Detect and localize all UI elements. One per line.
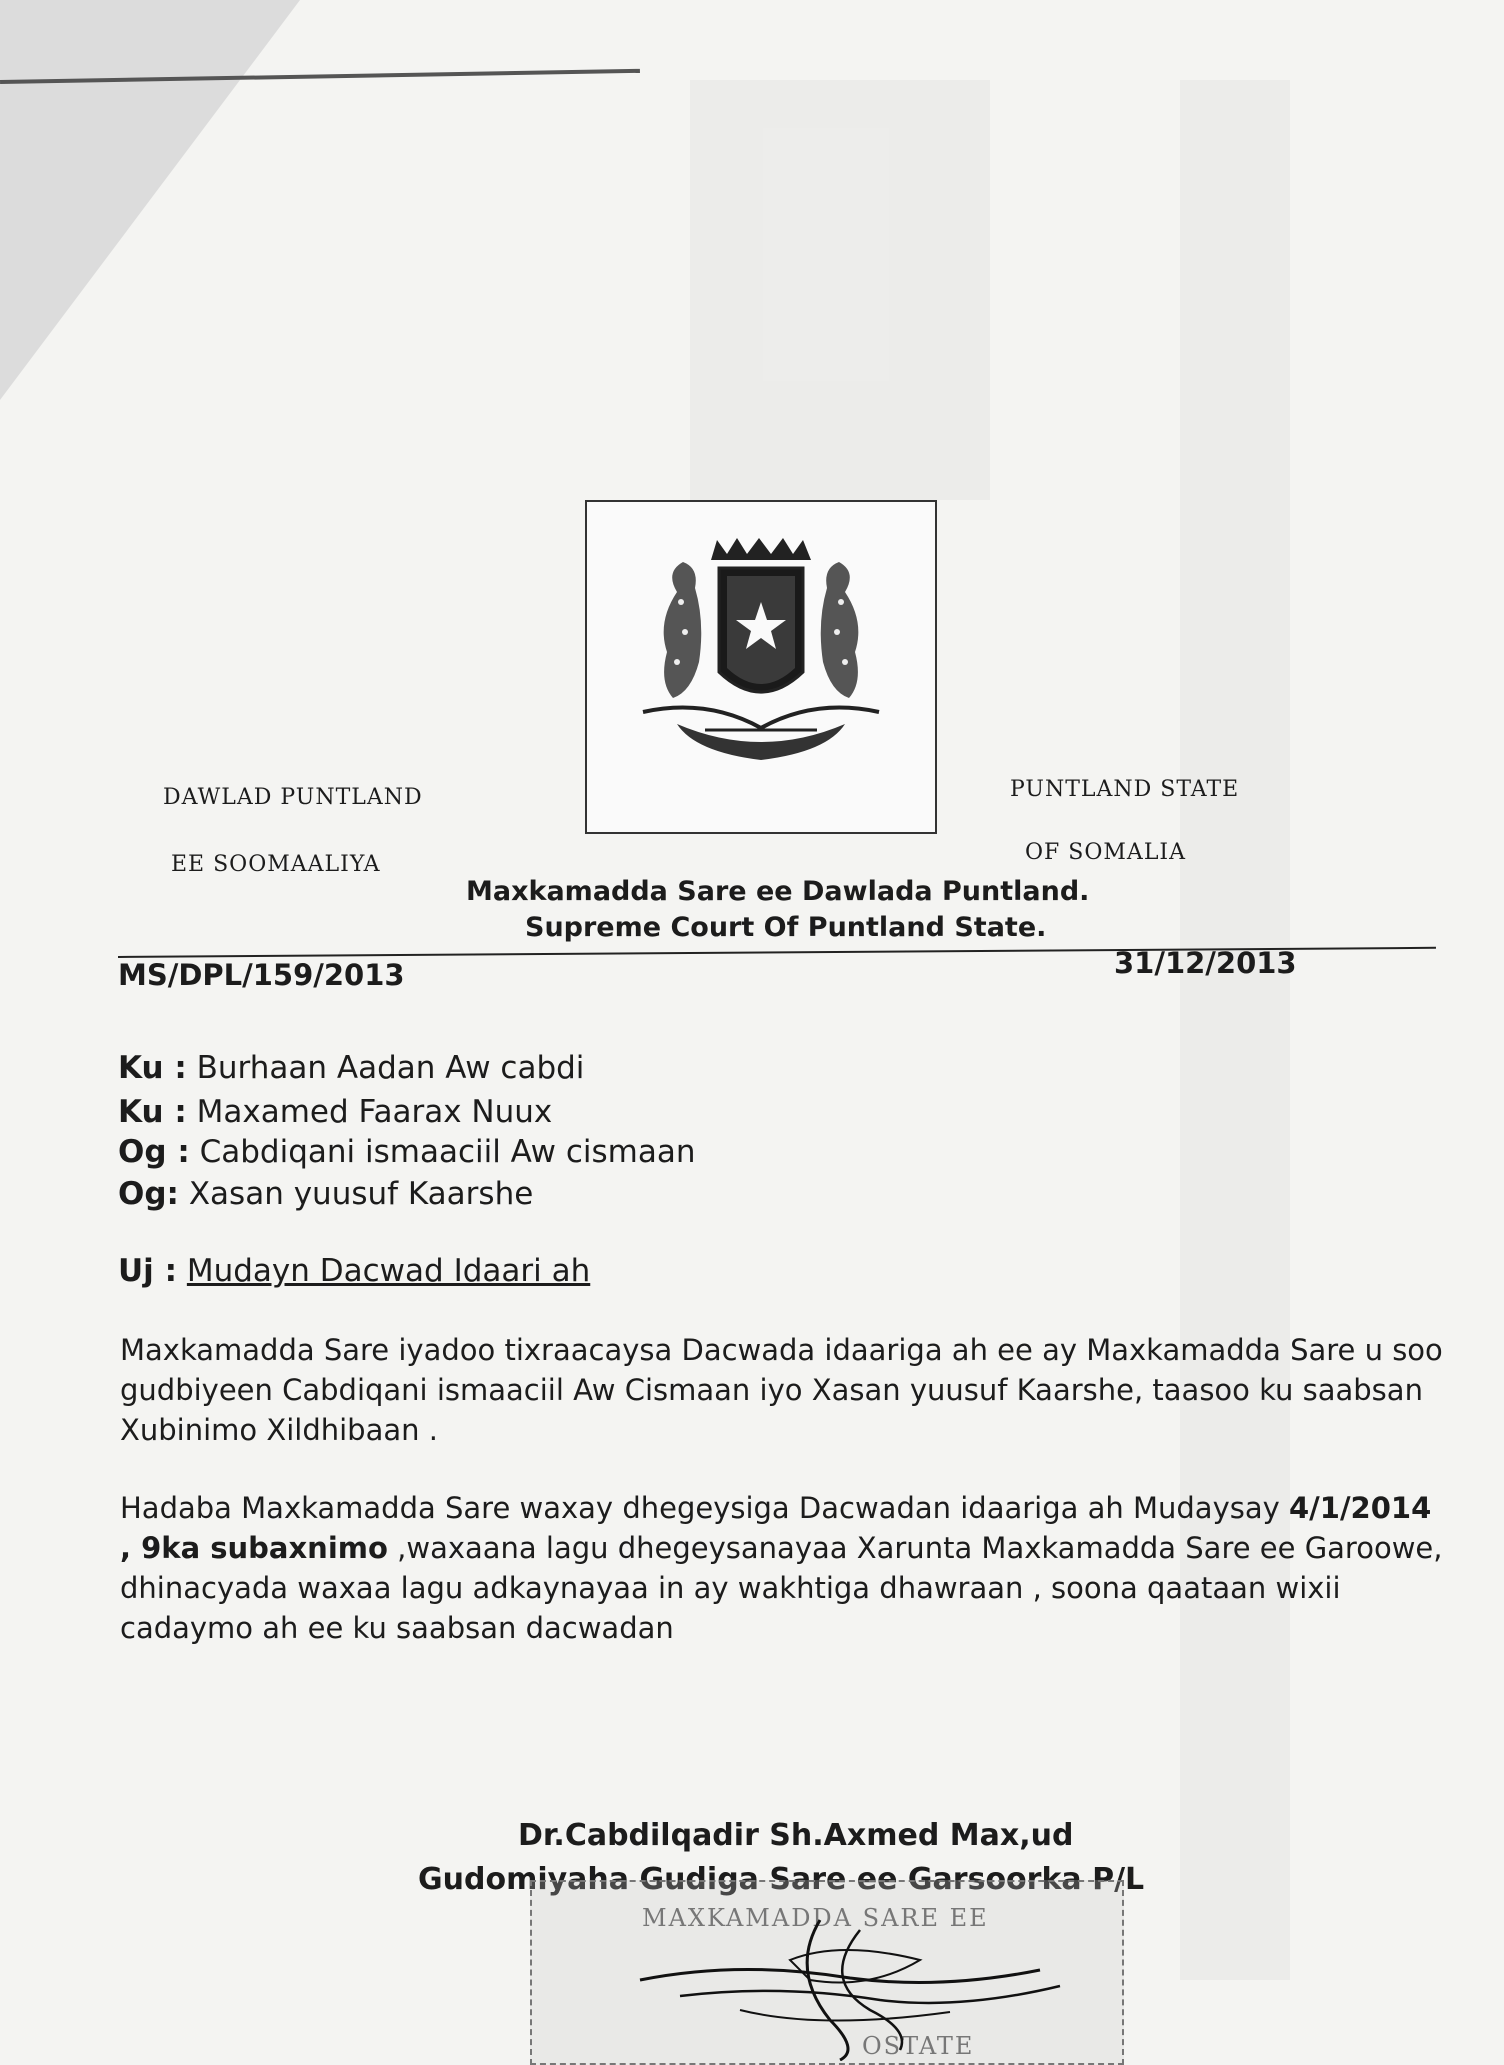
subject-line bbox=[118, 1253, 590, 1289]
signatory-title: Gudomiyaha Gudiga Sare ee Garsoorka P/L bbox=[418, 1862, 1145, 1897]
reference-number: MS/DPL/159/2013 bbox=[118, 958, 405, 992]
letterhead-right-line1: PUNTLAND STATE bbox=[1010, 777, 1240, 802]
addressee-line bbox=[118, 1134, 696, 1170]
addressee-label: Og: bbox=[118, 1176, 179, 1212]
court-name-english: Supreme Court Of Puntland State. bbox=[525, 912, 1047, 943]
bleed-through-shadow bbox=[1180, 80, 1290, 1980]
paragraph2-intro: Hadaba Maxkamadda Sare waxay dhegeysiga Dacwadan idaariga ah Mudaysay bbox=[120, 1491, 1280, 1525]
addressee-line bbox=[118, 1094, 552, 1130]
addressee-line bbox=[118, 1050, 584, 1086]
handwritten-signature bbox=[620, 1900, 1100, 2061]
subject-label: Uj : bbox=[118, 1253, 177, 1289]
body-paragraph-1: Maxkamadda Sare iyadoo tixraacaysa Dacwada idaariga ah ee ay Maxkamadda Sare u soo gudbiyeen Cabdiqani ismaaciil Aw Cismaan iyo Xasan yuusuf Kaarshe, taasoo ku saabsan Xubinimo Xildhibaan . bbox=[120, 1333, 1443, 1447]
addressee-name: Maxamed Faarax Nuux bbox=[196, 1094, 553, 1130]
letterhead-left-line2: EE SOOMAALIYA bbox=[171, 852, 381, 877]
letterhead-right-line2: OF SOMALIA bbox=[1025, 840, 1187, 865]
stamp-text-line2: OSTATE bbox=[862, 2032, 975, 2060]
letter-date: 31/12/2013 bbox=[1114, 946, 1297, 980]
addressee-label: Ku : bbox=[118, 1050, 187, 1086]
subject-value: Mudayn Dacwad Idaari ah bbox=[186, 1253, 591, 1289]
addressee-name: Cabdiqani ismaaciil Aw cismaan bbox=[199, 1134, 696, 1170]
body-paragraph-2 bbox=[120, 1488, 1450, 1648]
stamp-text-line1: MAXKAMADDA SARE EE bbox=[642, 1904, 989, 1932]
signatory-name: Dr.Cabdilqadir Sh.Axmed Max,ud bbox=[518, 1818, 1074, 1853]
paragraph2-rest: ,waxaana lagu dhegeysanayaa Xarunta Maxkamadda Sare ee Garoowe, dhinacyada waxaa lagu adkaynayaa in ay wakhtiga dhawraan , soona qaataan wixii cadaymo ah ee ku saabsan dacwadan bbox=[120, 1531, 1443, 1645]
addressee-name: Burhaan Aadan Aw cabdi bbox=[196, 1050, 585, 1086]
hearing-date-time: 4/1/2014 , 9ka subaxnimo bbox=[120, 1491, 1432, 1565]
letterhead-left-line1: DAWLAD PUNTLAND bbox=[163, 785, 423, 810]
bleed-through-shadow bbox=[690, 80, 990, 500]
addressee-line bbox=[118, 1176, 533, 1212]
addressee-label: Ku : bbox=[118, 1094, 187, 1130]
coat-of-arms-emblem bbox=[585, 500, 937, 834]
addressee-label: Og : bbox=[118, 1134, 190, 1170]
court-name-somali: Maxkamadda Sare ee Dawlada Puntland. bbox=[466, 876, 1090, 907]
addressee-name: Xasan yuusuf Kaarshe bbox=[188, 1176, 534, 1212]
page-corner-fold bbox=[0, 0, 300, 400]
